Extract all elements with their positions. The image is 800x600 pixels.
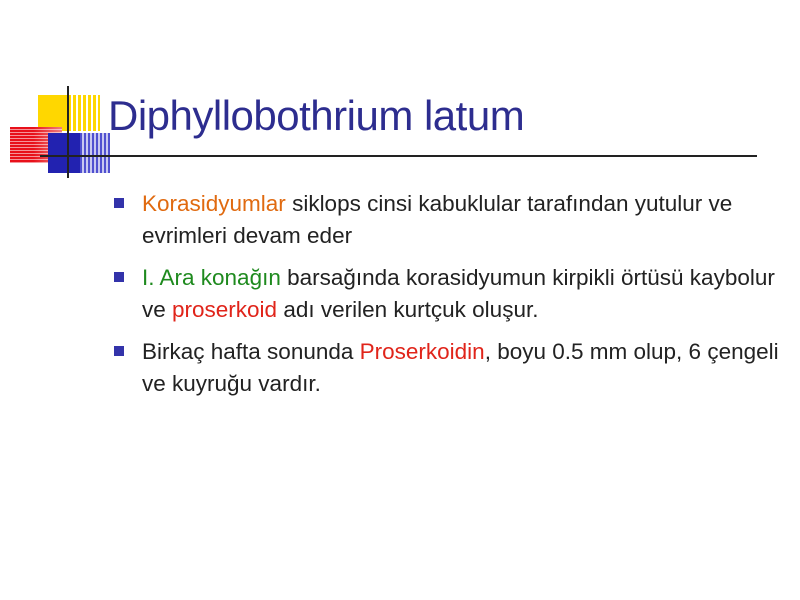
logo-blue-square bbox=[48, 133, 80, 173]
bullet-item bbox=[114, 262, 790, 326]
term-proserkoid: proserkoid bbox=[172, 297, 278, 322]
bullet-square-icon bbox=[114, 272, 124, 282]
bullet-text: siklops cinsi kabuklular tarafından yutulur ve evrimleri devam eder bbox=[142, 191, 733, 248]
logo-yellow-stripe bbox=[68, 95, 100, 131]
title-underline bbox=[40, 155, 757, 157]
term-korasidyumlar: Korasidyumlar bbox=[142, 191, 286, 216]
bullet-text: Birkaç hafta sonunda bbox=[142, 339, 360, 364]
term-ara-konak: I. Ara konağın bbox=[142, 265, 281, 290]
logo-vertical-line bbox=[67, 86, 69, 178]
logo-blue-stripe bbox=[80, 133, 110, 173]
bullet-text: adı verilen kurtçuk oluşur. bbox=[277, 297, 539, 322]
bullet-square-icon bbox=[114, 198, 124, 208]
bullet-text: , boyu 0.5 mm olup, 6 çengeli ve kuyruğu vardır. bbox=[142, 339, 779, 396]
slide-title: Diphyllobothrium latum bbox=[108, 92, 525, 139]
bullet-item bbox=[114, 188, 790, 252]
bullet-square-icon bbox=[114, 346, 124, 356]
bullet-item bbox=[114, 336, 790, 400]
bullet-text: barsağında korasidyumun kirpikli örtüsü kaybolur ve bbox=[142, 265, 775, 322]
term-proserkoidin: Proserkoidin bbox=[359, 339, 485, 364]
bullet-list bbox=[114, 188, 790, 410]
